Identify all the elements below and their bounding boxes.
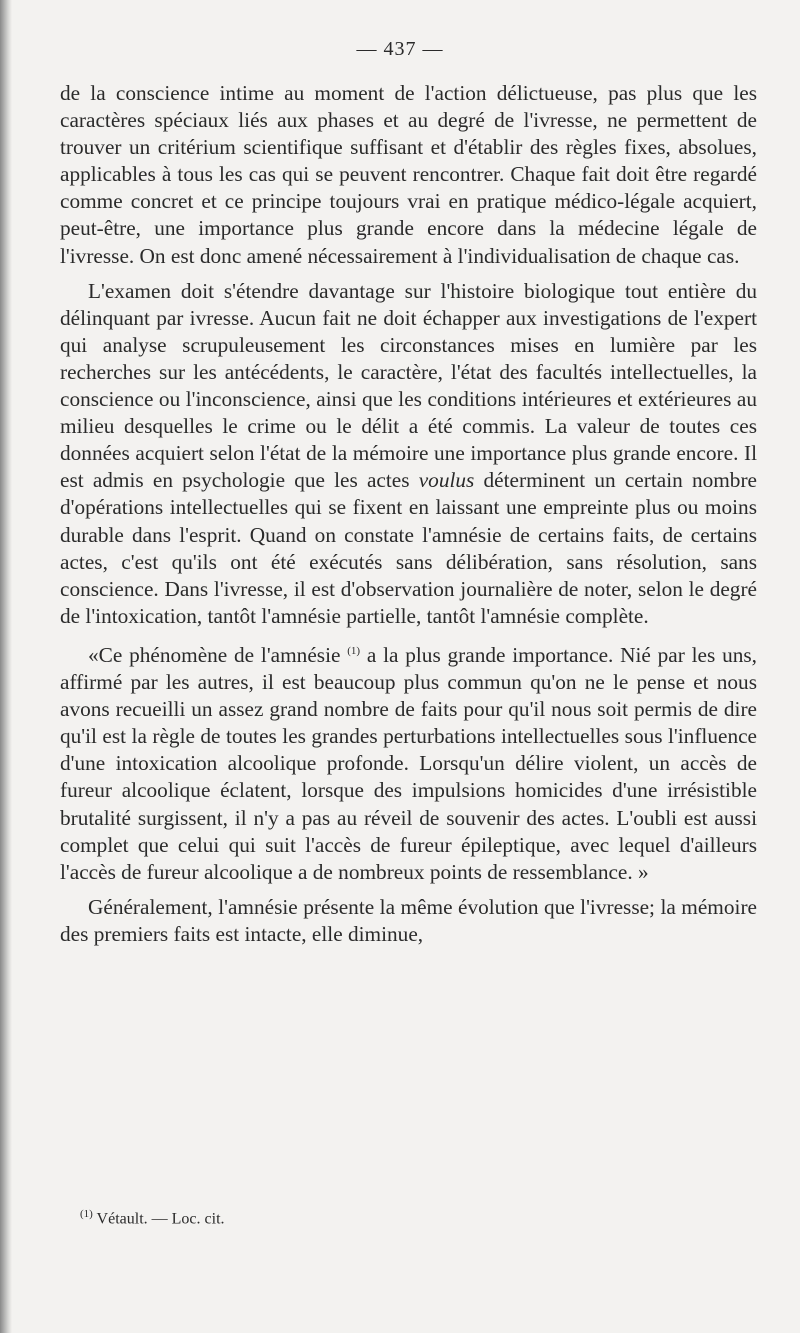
- page-number: — 437 —: [356, 38, 444, 60]
- footnote-text: Vétault. — Loc. cit.: [96, 1210, 225, 1228]
- page-binding-shadow: [0, 0, 12, 1333]
- paragraph-4: Généralement, l'amnésie présente la même évolution que l'ivresse; la mémoire des premiers faits est intacte, elle diminue,: [60, 894, 757, 946]
- footnote-reference: (1): [347, 644, 361, 657]
- footnote-marker: (1): [80, 1208, 93, 1220]
- paragraph-2: [60, 278, 757, 630]
- paragraph-2-part-1: L'examen doit s'étendre davantage sur l'histoire biologique tout entière du délinquant par ivresse. Aucun fait ne doit échapper aux investigations de l'expert qui analyse scrupuleusement les circonstances mises en lumière par les recherches sur les antécédents, le caractère, l'état des facultés intellectuelles, la conscience ou l'inconscience, ainsi que les conditions intérieures et extérieures au milieu desquelles le crime ou le délit a été commis. La valeur de toutes ces données acquiert selon l'état de la mémoire une importance plus grande encore. Il est admis en psychologie que les actes: [60, 278, 757, 493]
- footnote: [80, 1208, 225, 1228]
- paragraph-2-part-2: déterminent un certain nombre d'opérations intellectuelles qui se fixent en laissant une empreinte plus ou moins durable dans l'esprit. Quand on constate l'amnésie de certains faits, de certains actes, c'est qu'ils ont été exécutés sans délibération, sans résolution, sans conscience. Dans l'ivresse, il est d'observation journalière de noter, selon le degré de l'intoxication, tantôt l'amnésie partielle, tantôt l'amnésie complète.: [60, 468, 758, 628]
- paragraph-3-quote: [60, 638, 757, 886]
- paragraph-1: de la conscience intime au moment de l'action délictueuse, pas plus que les caractères spéciaux liés aux phases et au degré de l'ivresse, ne permettent de trouver un critérium scientifique suffisant et d'établir des règles fixes, absolues, applicables à tous les cas qui se peuvent rencontrer. Chaque fait doit être regardé comme concret et ce principe toujours vrai en pratique médico-légale acquiert, peut-être, une importance plus grande encore dans la médecine légale de l'ivresse. On est donc amené nécessairement à l'individualisation de chaque cas.: [60, 81, 757, 268]
- main-text: [60, 80, 757, 948]
- quote-part-2: a la plus grande importance. Nié par les uns, affirmé par les autres, il est beaucoup plus commun qu'on ne le pense et nous avons recueilli un assez grand nombre de faits pour qu'il nous soit permis de dire qu'il est la règle de toutes les grandes perturbations intellectuelles sous l'influence d'une intoxication alcoolique profonde. Lorsqu'un délire violent, un accès de fureur alcoolique éclatent, lorsque des impulsions homicides d'une irrésistible brutalité surgissent, il n'y a pas au réveil de souvenir des actes. L'oubli est aussi complet que celui qui suit l'accès de fureur épileptique, avec lequel d'ailleurs l'accès de fureur alcoolique a de nombreux points de ressemblance. »: [60, 642, 757, 884]
- quote-part-1: «Ce phénomène de l'amnésie: [88, 642, 341, 667]
- italic-term: voulus: [418, 468, 475, 493]
